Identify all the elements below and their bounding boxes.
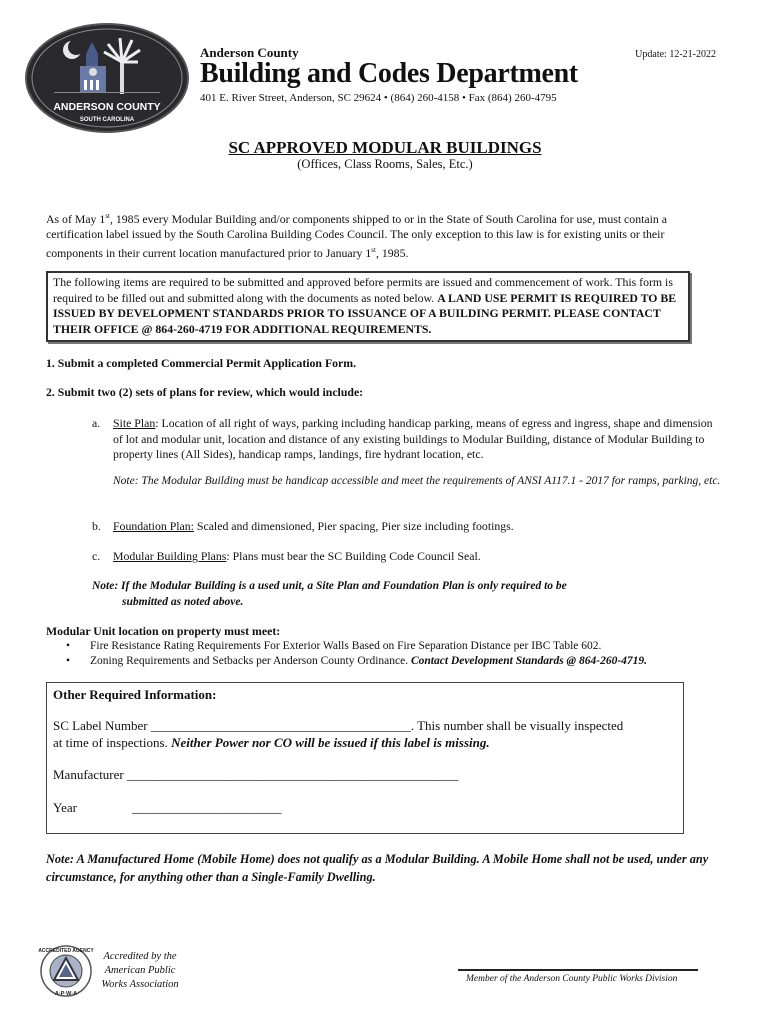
site-plan-note: Note: The Modular Building must be handicap accessible and meet the requirements of ANSI A117.1 - 2017 for ramps, parking, etc. <box>113 475 721 487</box>
step-2: 2. Submit two (2) sets of plans for review, which would include: <box>46 385 364 399</box>
item-foundation-plan: Foundation Plan: Scaled and dimensioned, Pier spacing, Pier size including footings. <box>113 519 514 533</box>
zoning-requirement: Zoning Requirements and Setbacks per Anderson County Ordinance. Contact Development Standards @ 864-260-4719. <box>90 655 648 667</box>
step-1: 1. Submit a completed Commercial Permit Application Form. <box>46 356 357 370</box>
county-name: Anderson County <box>200 45 299 60</box>
requirements-notice-box <box>46 271 690 342</box>
intro-paragraph: As of May 1st, 1985 every Modular Building and/or components shipped to or in the State of South Carolina for use, must contain a certification label issued by the South Carolina Building Codes Council. The only exception to this law is for existing units or their components in their current location manufactured prior to January 1st, 1985. <box>46 211 667 260</box>
item-b-letter: b. <box>92 519 101 533</box>
sc-label-inspection-note: at time of inspections. Neither Power nor CO will be issued if this label is missing. <box>53 735 490 750</box>
member-text: Member of the Anderson County Public Works Division <box>466 974 678 984</box>
used-unit-note: Note: If the Modular Building is a used unit, a Site Plan and Foundation Plan is only required to be submitted as noted above. <box>92 580 567 608</box>
department-address: 401 E. River Street, Anderson, SC 29624 • (864) 260-4158 • Fax (864) 260-4795 <box>200 92 557 104</box>
item-site-plan: Site Plan: Location of all right of ways, parking including handicap parking, means of egress and ingress, shape and dimension of lot and modular unit, location and distance of any existing buildings to Modular Building, distance of Modular Building to property lines (All Sides), handicap ramps, landings, fire hydrant location, etc. <box>113 416 713 461</box>
year-label: Year <box>53 800 77 815</box>
sc-label-number-field[interactable]: SC Label Number ________________________________________. This number shall be visually inspected <box>53 718 624 733</box>
location-requirements-title: Modular Unit location on property must meet: <box>46 624 281 638</box>
county-seal-logo <box>24 22 190 134</box>
fire-resistance-requirement: Fire Resistance Rating Requirements For Exterior Walls Based on Fire Separation Distance per IBC Table 602. <box>90 640 602 652</box>
apwa-accreditation-logo <box>36 944 96 998</box>
update-date: Update: 12-21-2022 <box>635 49 716 60</box>
seal-title: ANDERSON COUNTY <box>53 101 161 113</box>
footer-divider <box>458 969 698 971</box>
mobile-home-note: Note: A Manufactured Home (Mobile Home) does not qualify as a Modular Building. A Mobile Home shall not be used, under any circumstance, for anything other than a Single-Family Dwelling. <box>46 852 709 884</box>
accreditation-text: Accredited by the American Public Works Association <box>101 951 179 990</box>
year-field[interactable]: _______________________ <box>132 800 282 815</box>
manufacturer-field[interactable]: Manufacturer ___________________________________________________ <box>53 767 459 782</box>
other-info-box <box>46 682 684 834</box>
apwa-bottom-text: A·P·W·A <box>54 991 78 997</box>
item-c-letter: c. <box>92 549 101 563</box>
department-title: Building and Codes Department <box>200 58 578 89</box>
bullet-icon: • <box>66 640 71 652</box>
item-modular-plans: Modular Building Plans: Plans must bear the SC Building Code Council Seal. <box>113 549 481 563</box>
land-use-permit-notice: A LAND USE PERMIT IS REQUIRED TO BE ISSUED BY DEVELOPMENT STANDARDS PRIOR TO ISSUANCE OF A BUILDING PERMIT. PLEASE CONTACT THEIR OFFICE @ 864-260-4719 FOR ADDITIONAL REQUIREMENTS. <box>53 290 677 336</box>
page-title: SC APPROVED MODULAR BUILDINGS <box>228 138 542 157</box>
bullet-icon: • <box>66 655 71 667</box>
item-a-letter: a. <box>92 416 101 430</box>
seal-subtitle: SOUTH CAROLINA <box>79 117 135 123</box>
notice-text: The following items are required to be submitted and approved before permits are issued and commencement of work. This form is required to be filled out and submitted along with the documents as noted below. <box>53 275 673 305</box>
other-info-title: Other Required Information: <box>53 687 217 702</box>
page-subtitle: (Offices, Class Rooms, Sales, Etc.) <box>297 157 473 171</box>
apwa-top-text: ACCREDITED AGENCY <box>38 948 94 954</box>
